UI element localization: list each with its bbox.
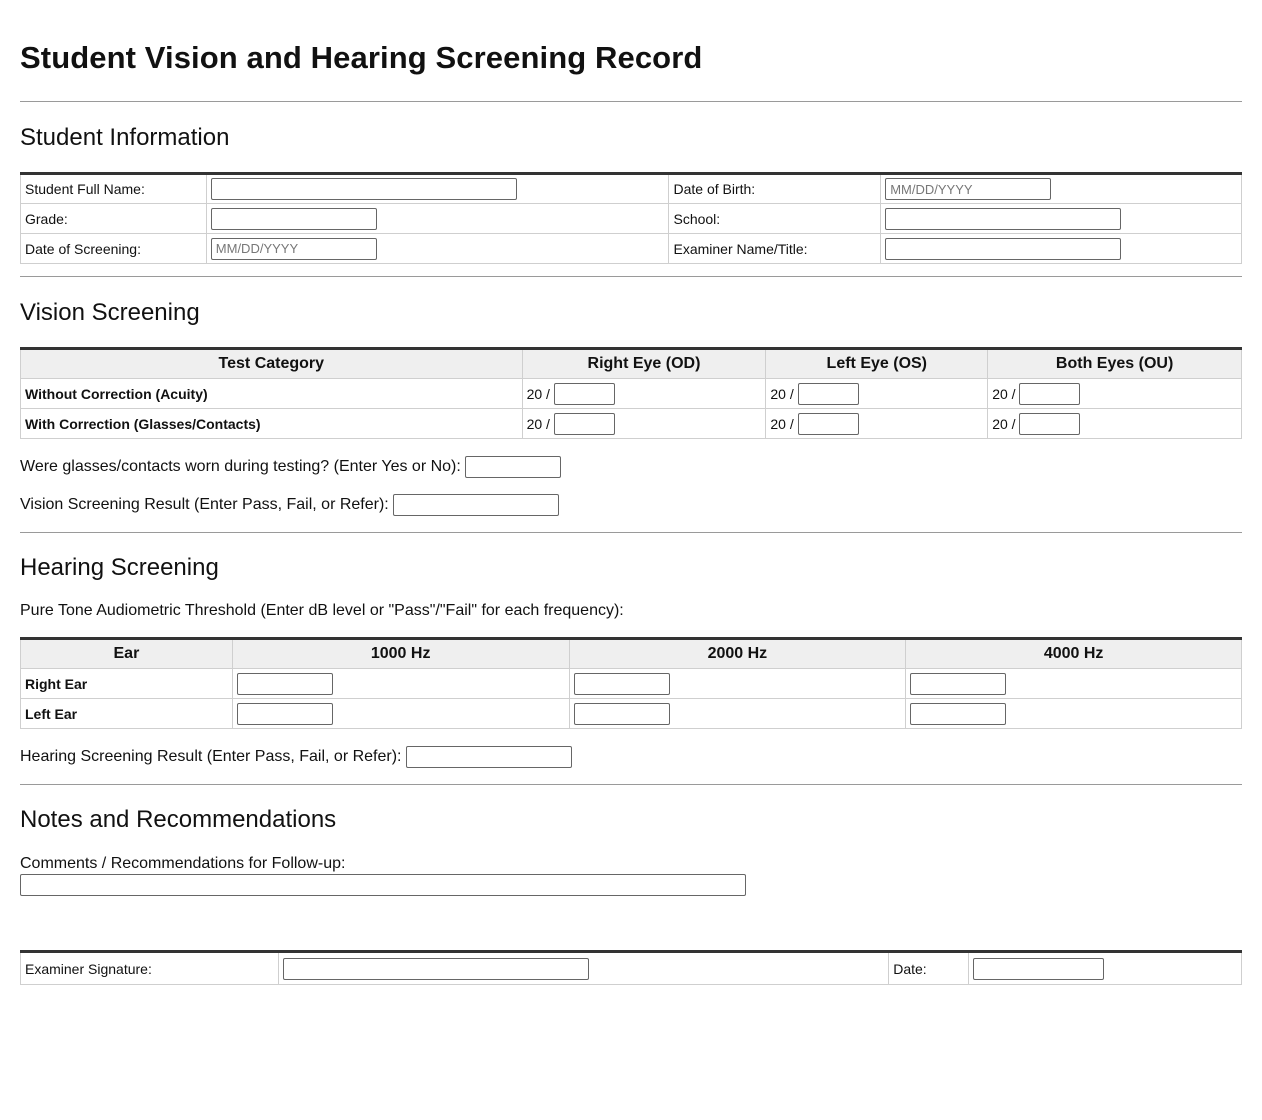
examiner-input[interactable] [885, 238, 1121, 260]
signature-date-input[interactable] [973, 958, 1104, 980]
vision-table [20, 347, 1242, 439]
left-ear-4000hz-input[interactable] [910, 703, 1006, 725]
hearing-table [20, 637, 1242, 729]
acuity-prefix: 20 / [992, 415, 1016, 432]
student-info-table [20, 172, 1242, 264]
vision-result-label: Vision Screening Result (Enter Pass, Fail, or Refer): [20, 496, 389, 514]
table-row [21, 379, 1242, 409]
glasses-question-row [20, 456, 561, 478]
right-ear-2000hz-input[interactable] [574, 673, 670, 695]
vision-heading: Vision Screening [20, 299, 200, 326]
left-ear-1000hz-input[interactable] [237, 703, 333, 725]
hearing-result-label: Hearing Screening Result (Enter Pass, Fail, or Refer): [20, 748, 402, 766]
comments-label: Comments / Recommendations for Follow-up: [20, 855, 346, 872]
student-name-input[interactable] [211, 178, 517, 200]
row-label: Right Ear [21, 669, 233, 699]
page-title: Student Vision and Hearing Screening Record [20, 40, 703, 75]
dob-label: Date of Birth: [669, 174, 881, 204]
table-row [21, 409, 1242, 439]
table-row [21, 952, 1242, 985]
left-eye-corrected-input[interactable] [798, 413, 859, 435]
column-header: 2000 Hz [569, 639, 906, 669]
screening-date-input[interactable] [211, 238, 377, 260]
school-input[interactable] [885, 208, 1121, 230]
divider [20, 784, 1242, 785]
school-label: School: [669, 204, 881, 234]
screening-date-label: Date of Screening: [21, 234, 207, 264]
student-name-label: Student Full Name: [21, 174, 207, 204]
hearing-intro: Pure Tone Audiometric Threshold (Enter dB level or "Pass"/"Fail" for each frequency): [20, 602, 624, 619]
column-header: Test Category [21, 349, 523, 379]
row-label: Left Ear [21, 699, 233, 729]
acuity-prefix: 20 / [770, 415, 794, 432]
hearing-result-input[interactable] [406, 746, 572, 768]
glasses-question-label: Were glasses/contacts worn during testing? (Enter Yes or No): [20, 458, 461, 476]
table-row [21, 204, 1242, 234]
examiner-signature-input[interactable] [283, 958, 589, 980]
row-label: With Correction (Glasses/Contacts) [21, 409, 523, 439]
both-eyes-uncorrected-input[interactable] [1019, 383, 1080, 405]
both-eyes-corrected-input[interactable] [1019, 413, 1080, 435]
divider [20, 532, 1242, 533]
right-ear-4000hz-input[interactable] [910, 673, 1006, 695]
grade-input[interactable] [211, 208, 377, 230]
acuity-prefix: 20 / [770, 385, 794, 402]
column-header: Right Eye (OD) [522, 349, 766, 379]
glasses-worn-input[interactable] [465, 456, 561, 478]
column-header: Left Eye (OS) [766, 349, 988, 379]
vision-result-row [20, 494, 559, 516]
acuity-prefix: 20 / [526, 415, 550, 432]
right-ear-1000hz-input[interactable] [237, 673, 333, 695]
table-header-row [21, 349, 1242, 379]
acuity-prefix: 20 / [526, 385, 550, 402]
divider [20, 101, 1242, 102]
table-row [21, 174, 1242, 204]
hearing-result-row [20, 746, 572, 768]
examiner-signature-label: Examiner Signature: [21, 952, 279, 985]
signature-table [20, 950, 1242, 985]
notes-heading: Notes and Recommendations [20, 806, 337, 833]
hearing-heading: Hearing Screening [20, 554, 219, 581]
table-row [21, 699, 1242, 729]
left-ear-2000hz-input[interactable] [574, 703, 670, 725]
examiner-label: Examiner Name/Title: [669, 234, 881, 264]
column-header: Both Eyes (OU) [988, 349, 1242, 379]
signature-date-label: Date: [889, 952, 969, 985]
comments-input[interactable] [20, 874, 746, 896]
divider [20, 276, 1242, 277]
right-eye-uncorrected-input[interactable] [554, 383, 615, 405]
left-eye-uncorrected-input[interactable] [798, 383, 859, 405]
grade-label: Grade: [21, 204, 207, 234]
column-header: 1000 Hz [232, 639, 569, 669]
column-header: Ear [21, 639, 233, 669]
row-label: Without Correction (Acuity) [21, 379, 523, 409]
column-header: 4000 Hz [906, 639, 1242, 669]
student-info-heading: Student Information [20, 124, 230, 151]
table-row [21, 234, 1242, 264]
right-eye-corrected-input[interactable] [554, 413, 615, 435]
vision-result-input[interactable] [393, 494, 559, 516]
dob-input[interactable] [885, 178, 1051, 200]
table-header-row [21, 639, 1242, 669]
acuity-prefix: 20 / [992, 385, 1016, 402]
table-row [21, 669, 1242, 699]
